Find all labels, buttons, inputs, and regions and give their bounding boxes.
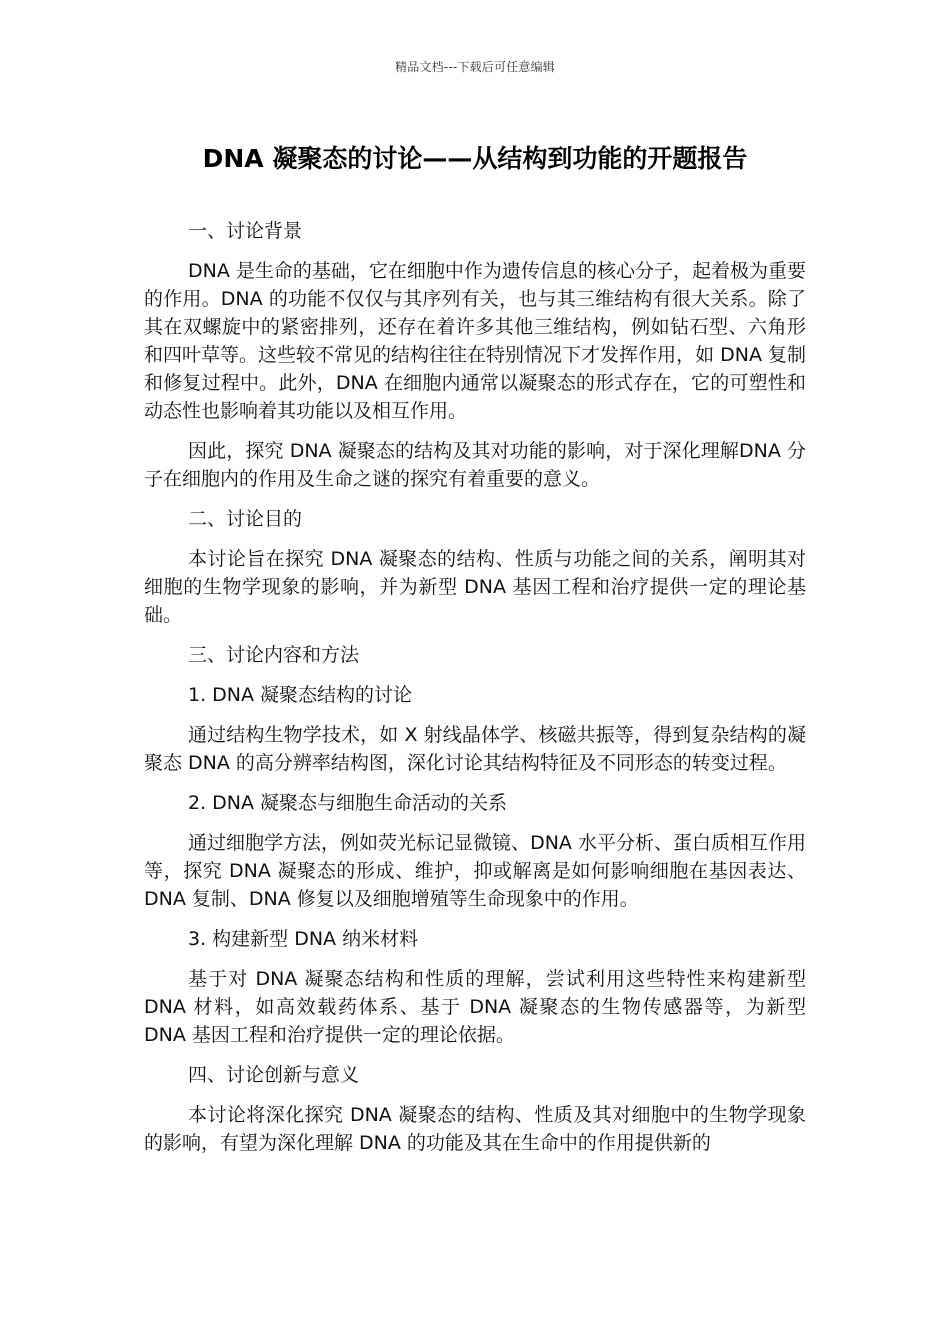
document-title: DNA 凝聚态的讨论——从结构到功能的开题报告	[202, 144, 748, 173]
subsection-heading: 3. 构建新型 DNA 纳米材料	[188, 928, 419, 950]
body-paragraph: 本讨论旨在探究 DNA 凝聚态的结构、性质与功能之间的关系，阐明其对细胞的生物学现象的影响，并为新型 DNA 基因工程和治疗提供一定的理论基础。	[144, 548, 806, 626]
section-heading: 三、讨论内容和方法	[188, 644, 360, 666]
section-heading: 二、讨论目的	[188, 508, 303, 530]
body-paragraph: DNA 是生命的基础，它在细胞中作为遗传信息的核心分子，起着极为重要的作用。DNA 的功能不仅仅与其序列有关，也与其三维结构有很大关系。除了其在双螺旋中的紧密排列，还存在着许多其他三维结构，例如钻石型、六角形和四叶草等。这些较不常见的结构往往在特别情况下才发挥作用，如 DNA 复制和修复过程中。此外，DNA 在细胞内通常以凝聚态的形式存在，它的可塑性和动态性也影响着其功能以及相互作用。	[144, 260, 806, 422]
body-paragraph: 因此，探究 DNA 凝聚态的结构及其对功能的影响，对于深化理解DNA 分子在细胞内的作用及生命之谜的探究有着重要的意义。	[144, 440, 806, 490]
page-header: 精品文档---下载后可任意编辑	[395, 60, 555, 74]
body-paragraph: 通过结构生物学技术，如 X 射线晶体学、核磁共振等，得到复杂结构的凝聚态 DNA 的高分辨率结构图，深化讨论其结构特征及不同形态的转变过程。	[144, 724, 806, 774]
section-heading: 一、讨论背景	[188, 220, 303, 242]
body-paragraph: 通过细胞学方法，例如荧光标记显微镜、DNA 水平分析、蛋白质相互作用等，探究 DNA 凝聚态的形成、维护，抑或解离是如何影响细胞在基因表达、DNA 复制、DNA 修复以及细胞增殖等生命现象中的作用。	[144, 832, 806, 910]
subsection-heading: 2. DNA 凝聚态与细胞生命活动的关系	[188, 792, 508, 814]
section-heading: 四、讨论创新与意义	[188, 1064, 360, 1086]
subsection-heading: 1. DNA 凝聚态结构的讨论	[188, 684, 413, 706]
document-body	[144, 217, 806, 1157]
body-paragraph: 基于对 DNA 凝聚态结构和性质的理解，尝试利用这些特性来构建新型 DNA 材料，如高效载药体系、基于 DNA 凝聚态的生物传感器等，为新型 DNA 基因工程和治疗提供一定的理论依据。	[144, 968, 806, 1046]
body-paragraph: 本讨论将深化探究 DNA 凝聚态的结构、性质及其对细胞中的生物学现象的影响，有望为深化理解 DNA 的功能及其在生命中的作用提供新的	[144, 1104, 806, 1154]
